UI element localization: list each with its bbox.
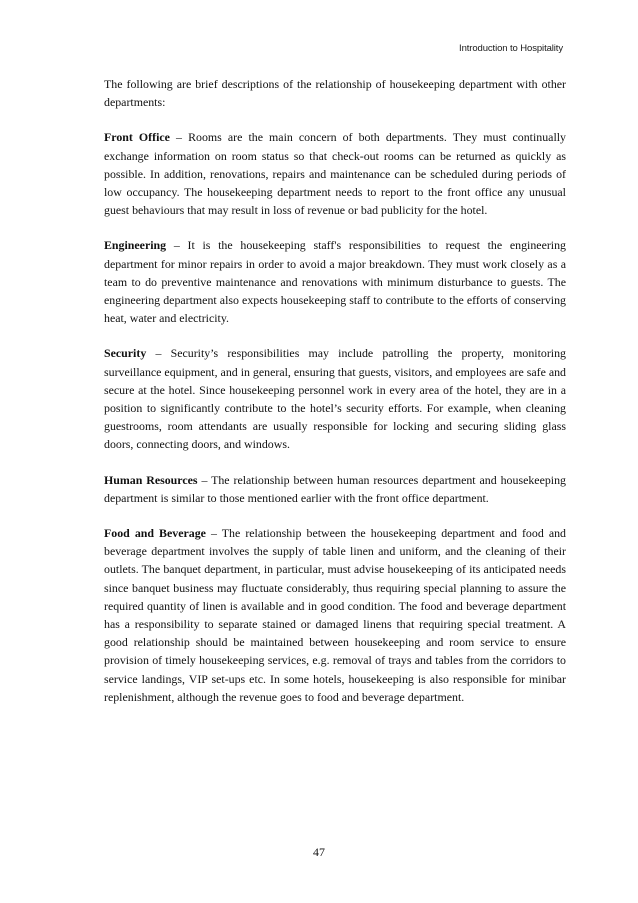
section-human-resources <box>104 471 566 507</box>
section-heading: Human Resources <box>104 472 198 487</box>
running-header: Introduction to Hospitality <box>459 43 563 54</box>
section-heading: Food and Beverage <box>104 526 206 541</box>
section-heading: Front Office <box>104 130 170 145</box>
section-text: – Rooms are the main concern of both departments. They must continually exchange information on room status so that check-out rooms can be returned as quickly as possible. In addition, renovations, repairs and maintenance can be scheduled during periods of low occupancy. The housekeeping department needs to report to the front office any unusual guest behaviours that may result in loss of revenue or bad publicity for the hotel. <box>104 130 566 218</box>
section-food-and-beverage <box>104 524 566 706</box>
section-heading: Engineering <box>104 238 167 253</box>
section-text: – Security’s responsibilities may include patrolling the property, monitoring surveillance equipment, and in general, ensuring that guests, visitors, and employees are safe and secure at the hotel. Since housekeeping personnel work in every area of the hotel, they are in a position to significantly contribute to the hotel’s security efforts. For example, when cleaning guestrooms, room attendants are usually responsible for locking and securing sliding glass doors, connecting doors, and windows. <box>104 346 566 452</box>
section-heading: Security <box>104 346 147 361</box>
section-text: – The relationship between the housekeeping department and food and beverage department involves the supply of table linen and uniform, and the cleaning of their outlets. The banquet department, in particular, must advise housekeeping of its anticipated needs since banquet business may fluctuate considerably, thus requiring special planning to assure the required quantity of linen is available and in good condition. The food and beverage department has a responsibility to separate stained or damaged linens that requiring special treatment. A good relationship should be maintained between housekeeping and room service to ensure provision of timely housekeeping services, e.g. removal of trays and tables from the corridors to service landings, VIP set-ups etc. In some hotels, housekeeping is also responsible for minibar replenishment, although the revenue goes to food and beverage department. <box>104 526 566 704</box>
intro-paragraph: The following are brief descriptions of the relationship of housekeeping department with other departments: <box>104 77 566 110</box>
page-number: 47 <box>313 845 325 859</box>
body-text <box>104 75 566 723</box>
section-text: – The relationship between human resources department and housekeeping department is similar to those mentioned earlier with the front office department. <box>104 472 566 505</box>
section-front-office <box>104 128 566 219</box>
section-text: – It is the housekeeping staff's responsibilities to request the engineering department for minor repairs in order to avoid a major breakdown. They must work closely as a team to do preventive maintenance and renovations with minimum disturbance to guests. The engineering department also expects housekeeping staff to contribute to the efforts of conserving heat, water and electricity. <box>104 238 566 326</box>
section-engineering <box>104 236 566 327</box>
section-security <box>104 344 566 453</box>
